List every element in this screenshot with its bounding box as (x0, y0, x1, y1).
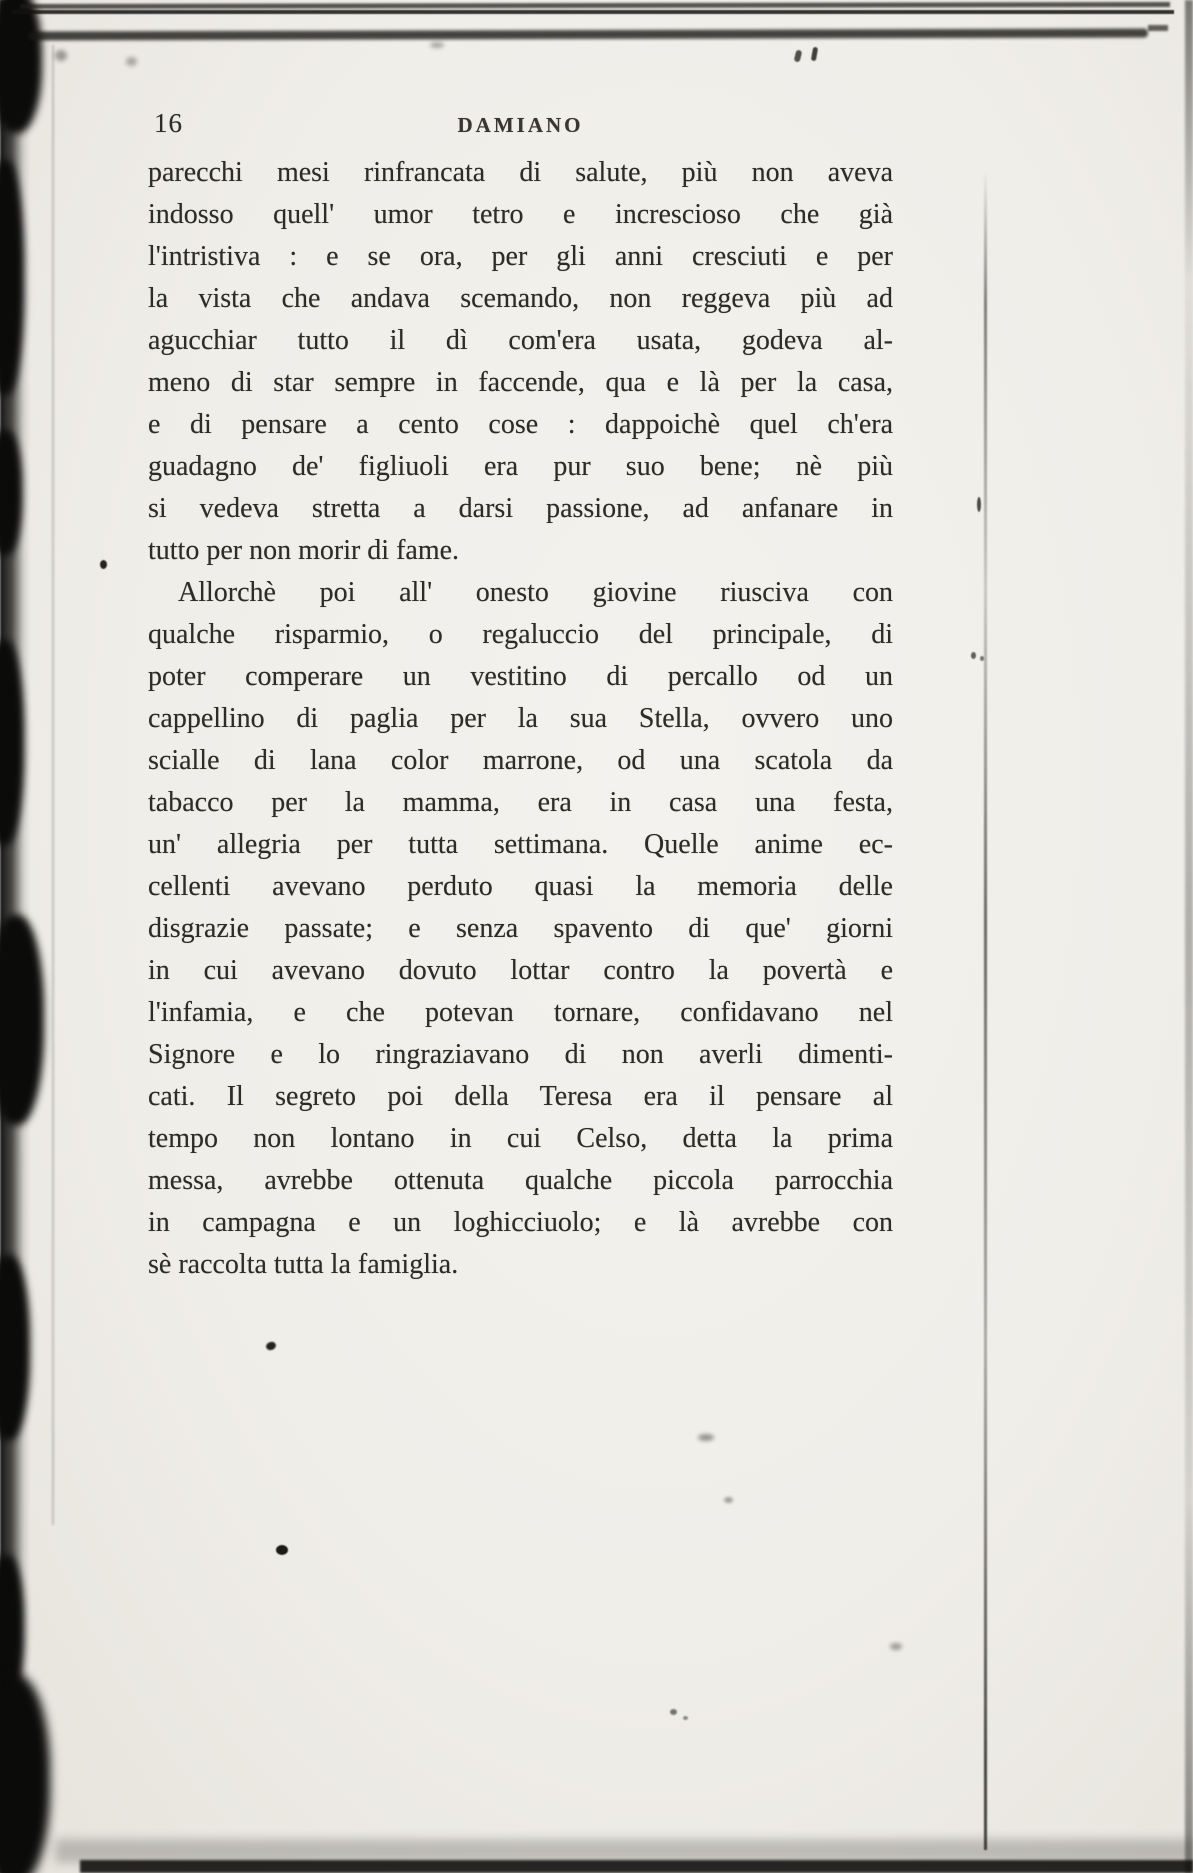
scan-smudge (811, 47, 818, 62)
scan-speck (683, 1716, 688, 1720)
scan-smudge (794, 49, 803, 62)
text-line: tempo non lontano in cui Celso, detta la prima (148, 1123, 893, 1154)
text-line: un' allegria per tutta settimana. Quelle anime ec- (148, 829, 893, 860)
text-line: agucchiar tutto il dì com'era usata, godeva al- (148, 325, 893, 356)
scan-speck (670, 1709, 677, 1715)
text-line: cati. Il segreto poi della Teresa era il pensare al (148, 1081, 893, 1112)
text-line: guadagno de' figliuoli era pur suo bene; nè più (148, 451, 893, 482)
scan-smudge (0, 640, 24, 845)
scan-speck (126, 57, 137, 66)
text-line: l'infamia, e che potevan tornare, confidavano nel (148, 997, 893, 1028)
scan-bottom-rule (80, 1860, 1193, 1873)
text-line: tabacco per la mamma, era in casa una festa, (148, 787, 893, 818)
paragraph (148, 152, 893, 572)
scan-speck (265, 1341, 277, 1352)
scan-smudge (0, 1675, 50, 1873)
scan-top-rule (20, 2, 1170, 9)
text-line: si vedeva stretta a darsi passione, ad anfanare in (148, 493, 893, 524)
body-text (148, 152, 893, 1286)
scan-top-rule (12, 10, 1174, 14)
scan-speck (276, 1545, 288, 1555)
scan-speck (100, 560, 107, 569)
scan-speck (430, 42, 444, 48)
scan-smudge (1148, 25, 1168, 31)
scan-smudge (0, 160, 24, 395)
page-header (148, 100, 893, 148)
scan-bottom-shadow (55, 1839, 1193, 1863)
scan-smudge (0, 1555, 24, 1700)
text-line: tutto per non morir di fame. (148, 535, 460, 566)
text-line: scialle di lana color marrone, od una scatola da (148, 745, 893, 776)
scan-speck (55, 50, 67, 61)
text-line: disgrazie passate; e senza spavento di que' giorni (148, 913, 893, 944)
running-title: DAMIANO (457, 113, 584, 137)
scan-speck (724, 1497, 733, 1503)
scan-edge-line (984, 170, 987, 1850)
scan-smudge (0, 1255, 30, 1440)
scan-top-rule (28, 29, 1148, 41)
text-line: indosso quell' umor tetro e increscioso che già (148, 199, 893, 230)
text-line: la vista che andava scemando, non reggeva più ad (148, 283, 893, 314)
scan-edge-shadow (1185, 0, 1193, 1873)
text-line: sè raccolta tutta la famiglia. (148, 1249, 459, 1280)
scan-binding-shadow (0, 0, 30, 1873)
scan-smudge (0, 915, 44, 1125)
scan-speck (971, 652, 976, 659)
text-line: l'intristiva : e se ora, per gli anni cresciuti e per (148, 241, 893, 272)
text-line: e di pensare a cento cose : dappoichè quel ch'era (148, 409, 893, 440)
text-line: qualche risparmio, o regaluccio del principale, di (148, 619, 893, 650)
text-line: messa, avrebbe ottenuta qualche piccola parrocchia (148, 1165, 893, 1196)
scan-speck (890, 1643, 902, 1650)
scan-speck (977, 497, 981, 512)
page-number: 16 (154, 108, 183, 138)
text-line: in campagna e un loghicciuolo; e là avrebbe con (148, 1207, 893, 1238)
scan-smudge (0, 0, 42, 133)
scan-speck (980, 656, 984, 661)
scan-speck (698, 1434, 714, 1441)
text-line: Allorchè poi all' onesto giovine riusciva con (178, 577, 893, 608)
text-line: parecchi mesi rinfrancata di salute, più non aveva (148, 157, 893, 188)
paragraph (148, 572, 893, 1286)
scan-smudge (0, 430, 22, 555)
scan-edge-line (52, 45, 54, 1525)
text-line: poter comperare un vestitino di percallo od un (148, 661, 893, 692)
text-line: meno di star sempre in faccende, qua e là per la casa, (148, 367, 893, 398)
text-line: Signore e lo ringraziavano di non averli dimenti- (148, 1039, 893, 1070)
page-content (148, 100, 893, 1286)
text-line: cellenti avevano perduto quasi la memoria delle (148, 871, 893, 902)
text-line: in cui avevano dovuto lottar contro la povertà e (148, 955, 893, 986)
text-line: cappellino di paglia per la sua Stella, ovvero uno (148, 703, 893, 734)
